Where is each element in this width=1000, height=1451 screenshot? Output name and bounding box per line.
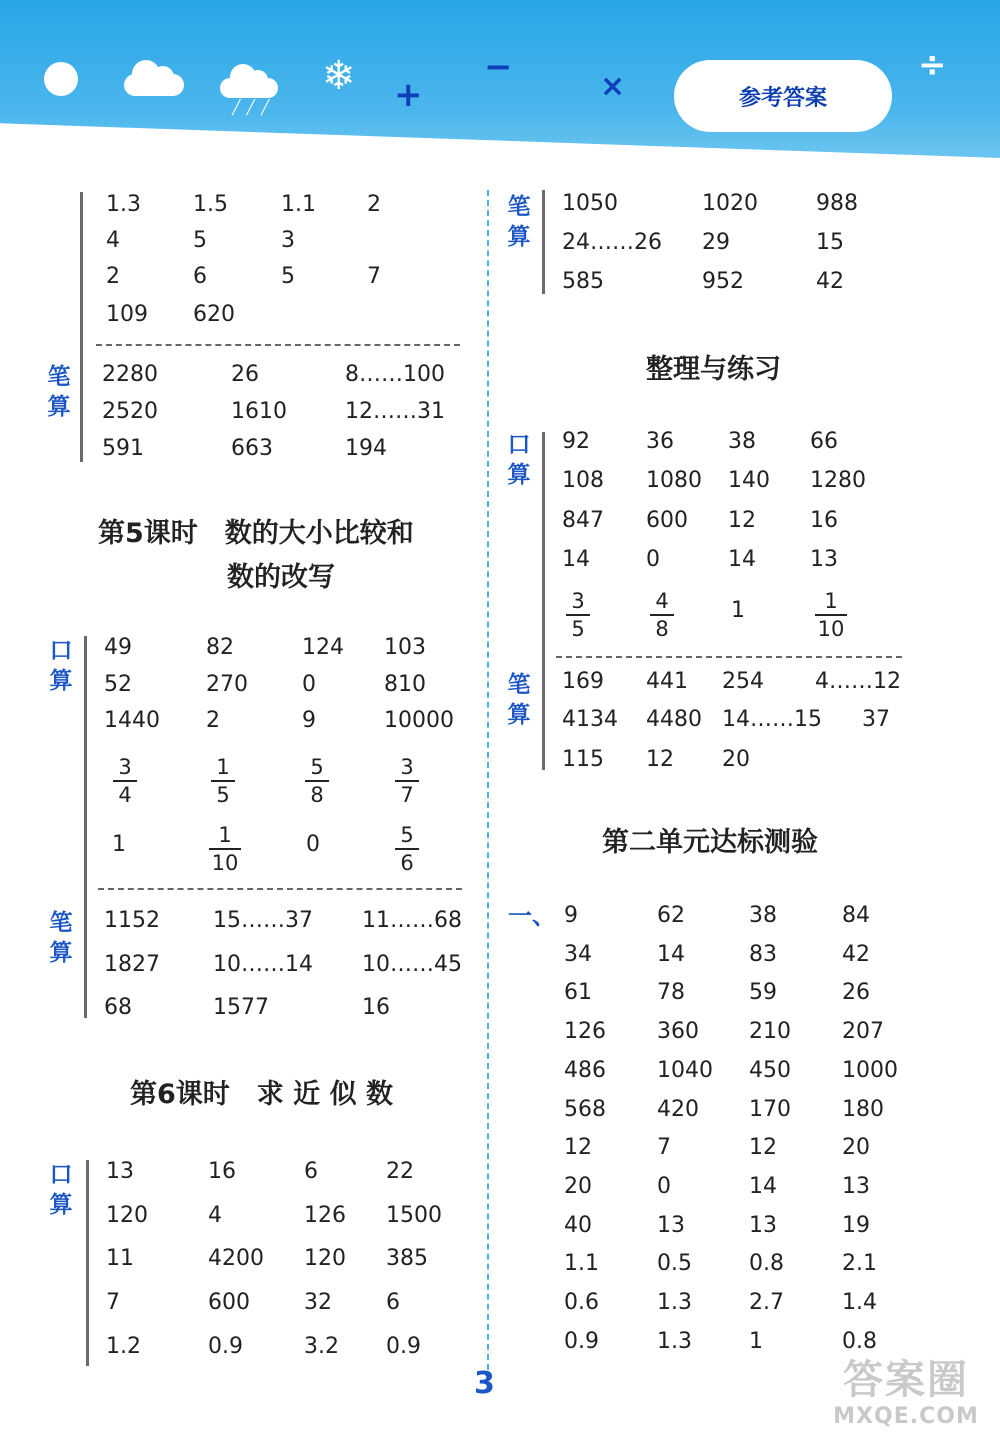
answer-cell: 1: [749, 1329, 763, 1354]
answer-cell: 6: [304, 1159, 318, 1184]
answer-cell: 1152: [104, 908, 160, 933]
answer-cell: 9: [564, 903, 578, 928]
denominator: 8: [310, 783, 324, 807]
answer-cell: 140: [728, 468, 770, 493]
answer-cell: 11: [106, 1246, 134, 1271]
answer-cell: 37: [862, 707, 890, 732]
section-bar: [80, 192, 83, 462]
answer-cell: 600: [208, 1290, 250, 1315]
answer-cell: 1.1: [281, 192, 316, 217]
answer-cell: 4134: [562, 707, 618, 732]
answer-cell: 2.1: [842, 1251, 877, 1276]
numerator: 3: [118, 755, 132, 779]
answer-cell: 2: [367, 192, 381, 217]
label-char: 笔: [47, 364, 71, 390]
numerator: 3: [400, 755, 414, 779]
section-label-bisuan: [506, 192, 532, 252]
label-char: 口: [507, 432, 531, 458]
answer-cell: 68: [104, 995, 132, 1020]
answer-cell: 13: [749, 1213, 777, 1238]
answer-cell: 4……12: [815, 669, 901, 694]
answer-cell: 12: [646, 747, 674, 772]
answer-cell: 5: [193, 228, 207, 253]
dashed-separator: [556, 656, 902, 658]
rain-cloud-icon: [220, 78, 278, 98]
answer-cell: 42: [842, 942, 870, 967]
answer-cell: 7: [106, 1290, 120, 1315]
answer-cell: 15……37: [213, 908, 313, 933]
answer-cell: 1.2: [106, 1334, 141, 1359]
answer-cell: 12: [564, 1135, 592, 1160]
answer-cell: 15: [816, 230, 844, 255]
answer-cell: 194: [345, 436, 387, 461]
answer-cell: 7: [367, 264, 381, 289]
answer-cell: 26: [231, 362, 259, 387]
lesson6-title: 第6课时 求 近 似 数: [130, 1079, 393, 1110]
answer-cell: 952: [702, 269, 744, 294]
answer-cell: 22: [386, 1159, 414, 1184]
section-label-bisuan: [506, 670, 532, 730]
fraction: [647, 588, 677, 642]
answer-cell: 169: [562, 669, 604, 694]
denominator: 7: [400, 783, 414, 807]
answer-cell: 14……15: [722, 707, 822, 732]
numerator: 4: [655, 589, 669, 613]
answer-cell: 32: [304, 1290, 332, 1315]
label-char: 算: [507, 462, 531, 488]
label-char: 算: [47, 394, 71, 420]
answer-badge-text: 参考答案: [738, 85, 827, 111]
answer-cell: 0.8: [842, 1329, 877, 1354]
numerator: 5: [400, 823, 414, 847]
minus-icon: −: [484, 47, 513, 87]
section-label-kousuan: [48, 1160, 74, 1220]
answer-cell: 3: [281, 228, 295, 253]
answer-cell: 120: [304, 1246, 346, 1271]
answer-cell: 29: [702, 230, 730, 255]
fraction: [208, 754, 238, 808]
lesson5-title: 第5课时 数的大小比较和: [98, 518, 414, 549]
answer-cell: 988: [816, 191, 858, 216]
answer-cell: 7: [657, 1135, 671, 1160]
answer-cell: 10000: [384, 708, 454, 733]
answer-cell: 36: [646, 429, 674, 454]
answer-cell: 1.3: [106, 192, 141, 217]
answer-cell: 0: [306, 832, 320, 857]
answer-cell: 20: [842, 1135, 870, 1160]
answer-cell: 2280: [102, 362, 158, 387]
answer-cell: 14: [657, 942, 685, 967]
answer-cell: 1.5: [193, 192, 228, 217]
answer-cell: 38: [728, 429, 756, 454]
answer-cell: 24……26: [562, 230, 662, 255]
answer-cell: 1050: [562, 191, 618, 216]
denominator: 10: [817, 617, 845, 641]
answer-cell: 270: [206, 672, 248, 697]
watermark-url: MXQE.COM: [833, 1404, 979, 1429]
section-label-bisuan: [46, 362, 72, 422]
answer-cell: 0.9: [208, 1334, 243, 1359]
label-char: 算: [49, 1192, 73, 1218]
answer-cell: 568: [564, 1097, 606, 1122]
answer-cell: 1440: [104, 708, 160, 733]
answer-cell: 13: [810, 547, 838, 572]
answer-cell: 1020: [702, 191, 758, 216]
fraction: [392, 754, 422, 808]
answer-cell: 16: [362, 995, 390, 1020]
answer-badge: [674, 60, 892, 132]
answer-cell: 2: [106, 264, 120, 289]
denominator: 6: [400, 851, 414, 875]
answer-cell: 450: [749, 1058, 791, 1083]
section-bar: [86, 1160, 89, 1366]
answer-cell: 78: [657, 980, 685, 1005]
answer-cell: 6: [193, 264, 207, 289]
answer-cell: 360: [657, 1019, 699, 1044]
snowflake-icon: ❄: [322, 53, 356, 99]
answer-cell: 1280: [810, 468, 866, 493]
answer-cell: 0.5: [657, 1251, 692, 1276]
cloud-sun-icon: [124, 74, 184, 96]
unit-question-number: 一、: [508, 902, 556, 930]
label-char: 算: [49, 668, 73, 694]
answer-cell: 14: [749, 1174, 777, 1199]
answer-cell: 49: [104, 635, 132, 660]
answer-cell: 2.7: [749, 1290, 784, 1315]
section-label-bisuan: [48, 908, 74, 968]
answer-cell: 810: [384, 672, 426, 697]
answer-cell: 0: [657, 1174, 671, 1199]
fraction: [812, 588, 850, 642]
fraction: [563, 588, 593, 642]
watermark-logo: [818, 1356, 994, 1430]
answer-cell: 83: [749, 942, 777, 967]
review-title: 整理与练习: [646, 354, 781, 385]
label-char: 口: [49, 638, 73, 664]
answer-cell: 1.1: [564, 1251, 599, 1276]
answer-cell: 2520: [102, 399, 158, 424]
answer-cell: 13: [842, 1174, 870, 1199]
answer-cell: 92: [562, 429, 590, 454]
answer-cell: 103: [384, 635, 426, 660]
answer-cell: 126: [304, 1203, 346, 1228]
answer-cell: 180: [842, 1097, 884, 1122]
section-bar: [542, 190, 545, 294]
fraction: [110, 754, 140, 808]
label-char: 笔: [507, 672, 531, 698]
answer-cell: 0.9: [564, 1329, 599, 1354]
answer-cell: 1.3: [657, 1329, 692, 1354]
answer-cell: 12: [728, 508, 756, 533]
answer-cell: 16: [810, 508, 838, 533]
answer-cell: 20: [564, 1174, 592, 1199]
unit-test-title: 第二单元达标测验: [602, 827, 818, 858]
answer-cell: 109: [106, 302, 148, 327]
answer-cell: 207: [842, 1019, 884, 1044]
label-char: 算: [507, 702, 531, 728]
answer-cell: 847: [562, 508, 604, 533]
raindrops-icon: ╱╱╱: [232, 100, 276, 116]
label-char: 笔: [507, 194, 531, 220]
answer-cell: 34: [564, 942, 592, 967]
answer-cell: 59: [749, 980, 777, 1005]
answer-cell: 1827: [104, 952, 160, 977]
section-bar: [84, 636, 87, 1018]
answer-cell: 0: [302, 672, 316, 697]
times-icon: ×: [600, 69, 626, 104]
answer-cell: 0: [646, 547, 660, 572]
answer-cell: 5: [281, 264, 295, 289]
numerator: 3: [571, 589, 585, 613]
answer-cell: 4: [208, 1203, 222, 1228]
sun-icon: [44, 62, 78, 96]
answer-cell: 16: [208, 1159, 236, 1184]
label-char: 算: [507, 224, 531, 250]
answer-cell: 620: [193, 302, 235, 327]
answer-cell: 170: [749, 1097, 791, 1122]
section-bar: [542, 432, 545, 770]
answer-cell: 1610: [231, 399, 287, 424]
label-char: 算: [49, 940, 73, 966]
answer-cell: 26: [842, 980, 870, 1005]
denominator: 5: [571, 617, 585, 641]
divide-icon: ÷: [918, 45, 947, 85]
answer-cell: 52: [104, 672, 132, 697]
answer-cell: 1: [731, 598, 745, 623]
column-divider: [487, 190, 489, 1370]
answer-cell: 9: [302, 708, 316, 733]
answer-cell: 1: [112, 832, 126, 857]
answer-cell: 124: [302, 635, 344, 660]
answer-cell: 2: [206, 708, 220, 733]
answer-cell: 108: [562, 468, 604, 493]
answer-cell: 0.8: [749, 1251, 784, 1276]
answer-cell: 591: [102, 436, 144, 461]
answer-cell: 38: [749, 903, 777, 928]
answer-cell: 82: [206, 635, 234, 660]
answer-cell: 14: [562, 547, 590, 572]
answer-cell: 19: [842, 1213, 870, 1238]
answer-cell: 42: [816, 269, 844, 294]
answer-cell: 20: [722, 747, 750, 772]
answer-cell: 441: [646, 669, 688, 694]
answer-cell: 3.2: [304, 1334, 339, 1359]
answer-cell: 84: [842, 903, 870, 928]
plus-icon: +: [394, 75, 423, 115]
answer-cell: 254: [722, 669, 764, 694]
answer-cell: 61: [564, 980, 592, 1005]
denominator: 4: [118, 783, 132, 807]
answer-cell: 11……68: [362, 908, 462, 933]
numerator: 1: [824, 589, 838, 613]
numerator: 1: [218, 823, 232, 847]
answer-cell: 600: [646, 508, 688, 533]
answer-cell: 4: [106, 228, 120, 253]
answer-cell: 126: [564, 1019, 606, 1044]
answer-cell: 1.4: [842, 1290, 877, 1315]
answer-cell: 10……14: [213, 952, 313, 977]
answer-cell: 66: [810, 429, 838, 454]
section-label-kousuan: [48, 636, 74, 696]
answer-cell: 1.3: [657, 1290, 692, 1315]
denominator: 8: [655, 617, 669, 641]
answer-cell: 13: [657, 1213, 685, 1238]
answer-cell: 12: [749, 1135, 777, 1160]
answer-cell: 4480: [646, 707, 702, 732]
answer-cell: 420: [657, 1097, 699, 1122]
lesson5-title-line2: 数的改写: [227, 562, 335, 593]
numerator: 1: [216, 755, 230, 779]
page-number: 3: [474, 1366, 495, 1401]
watermark-text: 答案圈: [843, 1357, 969, 1403]
section-label-kousuan: [506, 430, 532, 490]
numerator: 5: [310, 755, 324, 779]
answer-cell: 120: [106, 1203, 148, 1228]
answer-cell: 115: [562, 747, 604, 772]
answer-cell: 1500: [386, 1203, 442, 1228]
fraction: [302, 754, 332, 808]
answer-cell: 13: [106, 1159, 134, 1184]
answer-cell: 486: [564, 1058, 606, 1083]
answer-cell: 385: [386, 1246, 428, 1271]
answer-cell: 0.9: [386, 1334, 421, 1359]
answer-cell: 6: [386, 1290, 400, 1315]
answer-cell: 62: [657, 903, 685, 928]
denominator: 10: [211, 851, 239, 875]
label-char: 笔: [49, 910, 73, 936]
answer-cell: 1080: [646, 468, 702, 493]
label-char: 口: [49, 1162, 73, 1188]
answer-cell: 1577: [213, 995, 269, 1020]
fraction: [392, 822, 422, 876]
answer-cell: 14: [728, 547, 756, 572]
answer-cell: 585: [562, 269, 604, 294]
answer-cell: 8……100: [345, 362, 445, 387]
answer-cell: 663: [231, 436, 273, 461]
dashed-separator: [96, 344, 460, 346]
answer-cell: 1040: [657, 1058, 713, 1083]
answer-cell: 4200: [208, 1246, 264, 1271]
answer-cell: 10……45: [362, 952, 462, 977]
answer-cell: 12……31: [345, 399, 445, 424]
denominator: 5: [216, 783, 230, 807]
answer-cell: 0.6: [564, 1290, 599, 1315]
answer-cell: 40: [564, 1213, 592, 1238]
answer-cell: 210: [749, 1019, 791, 1044]
fraction: [206, 822, 244, 876]
dashed-separator: [98, 888, 462, 890]
answer-cell: 1000: [842, 1058, 898, 1083]
